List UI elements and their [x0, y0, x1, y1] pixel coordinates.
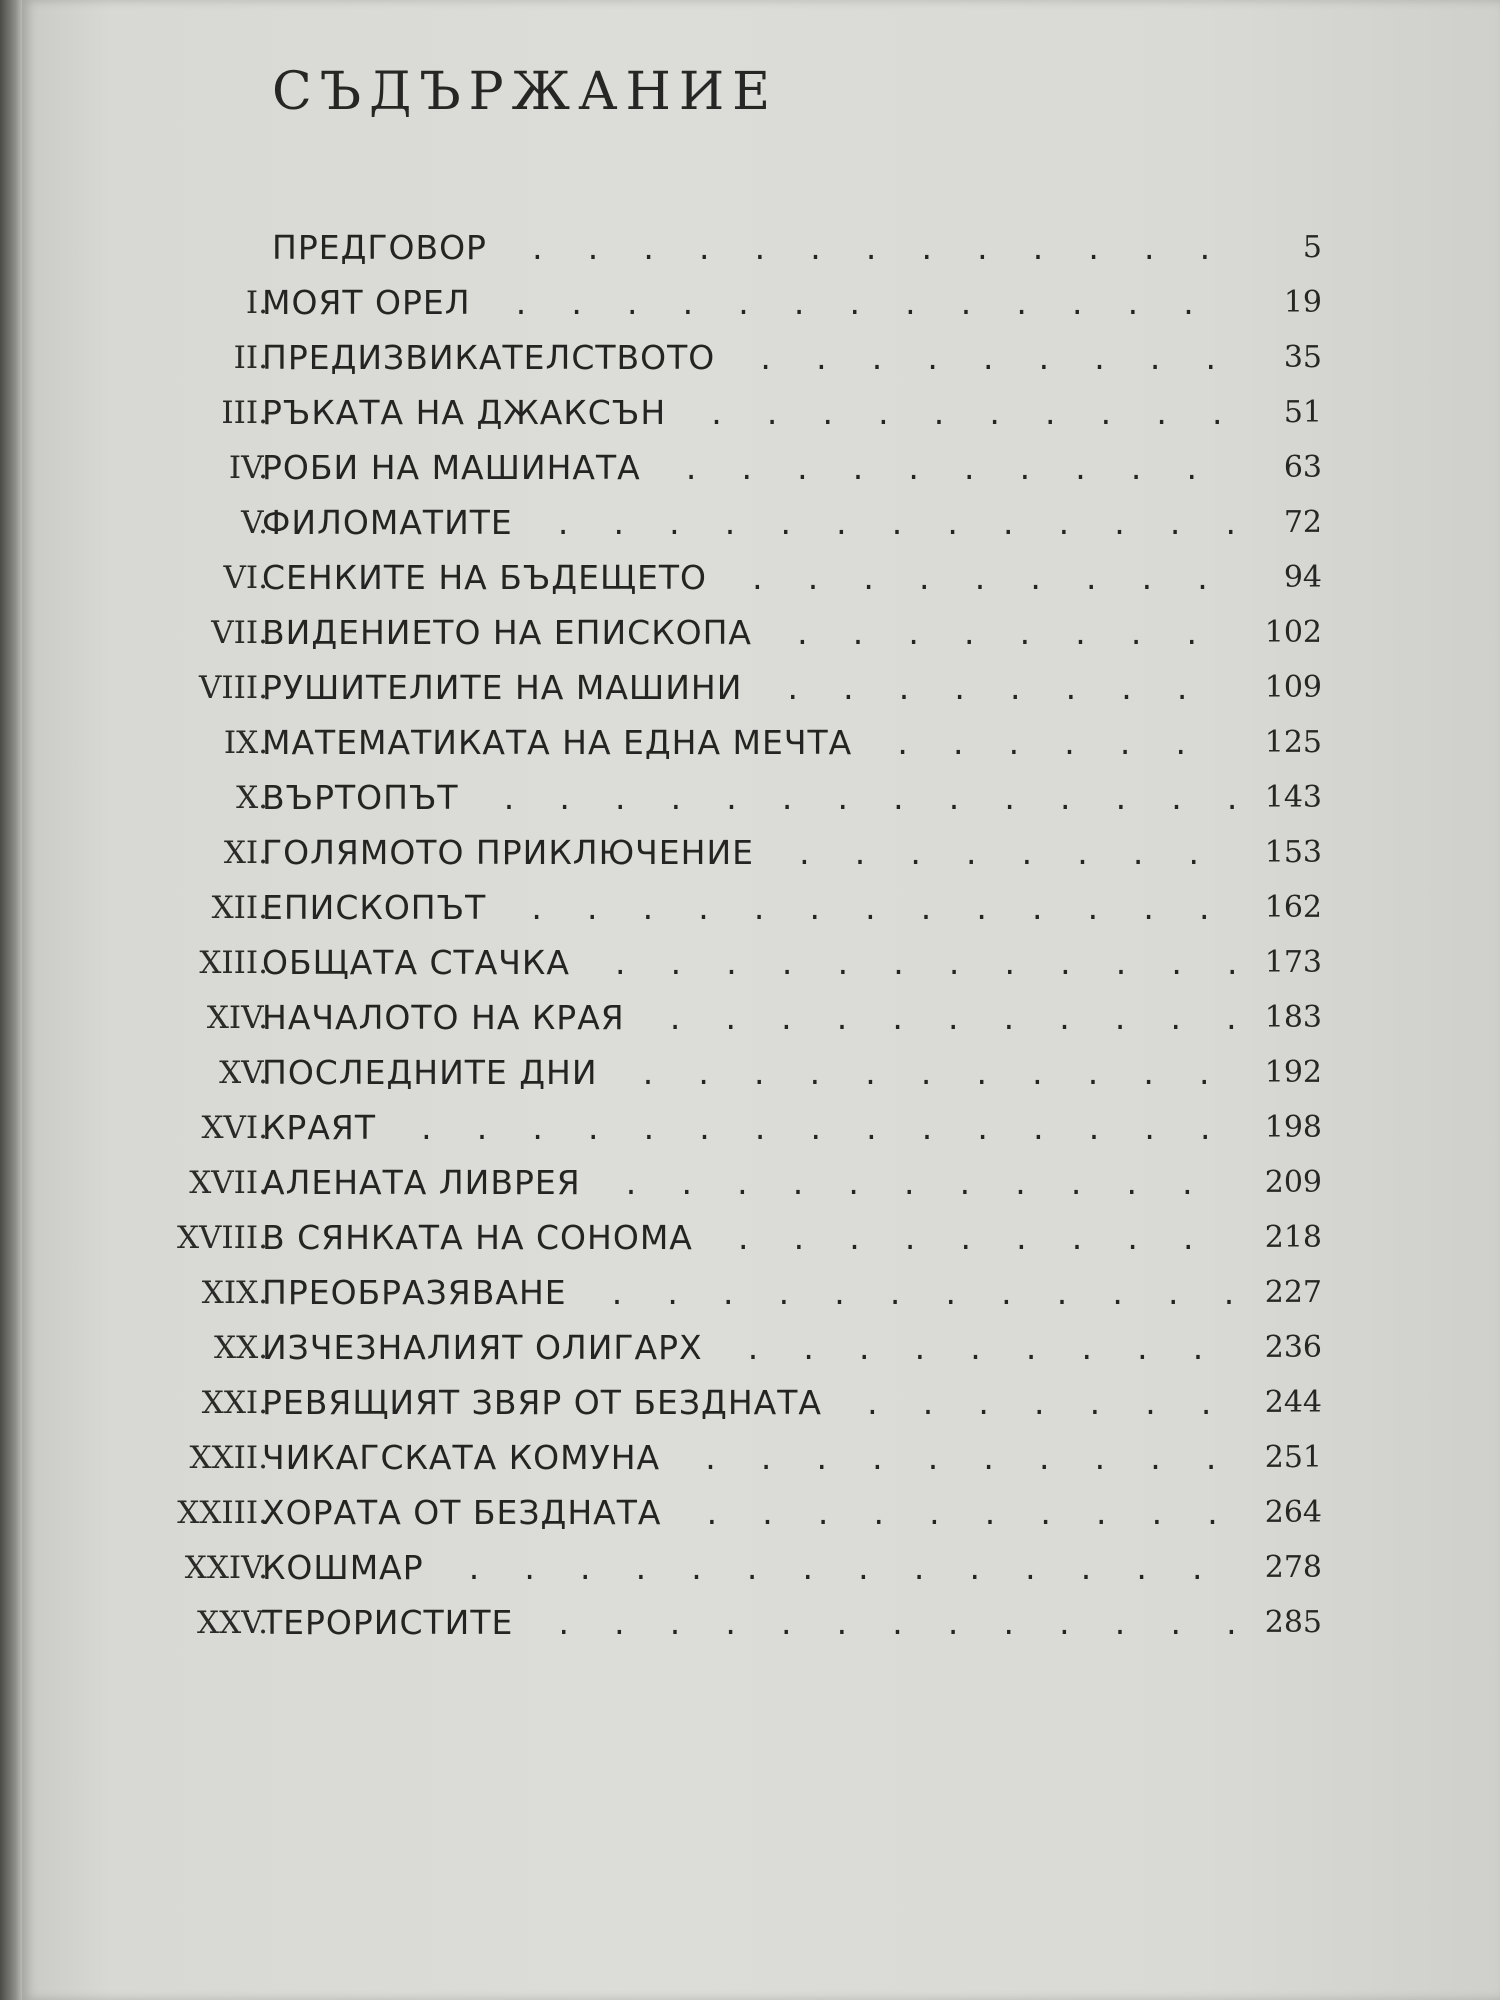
chapter-title: РЪКАТА НА ДЖАКСЪН . . .: [262, 393, 1234, 432]
page-number: 278: [1264, 1550, 1322, 1585]
book-page: [22, 0, 1500, 2000]
page-number: 251: [1264, 1440, 1322, 1475]
page-number: 72: [1283, 505, 1322, 540]
page-number: 35: [1283, 340, 1322, 375]
toc-entry: [22, 1328, 1500, 1383]
page-number: 218: [1264, 1220, 1322, 1255]
chapter-title: ФИЛОМАТИТЕ . . .: [262, 503, 1234, 542]
chapter-number: XII.: [211, 890, 268, 926]
chapter-number: VI.: [223, 560, 268, 596]
chapter-number: VII.: [211, 615, 268, 651]
chapter-title: ГОЛЯМОТО ПРИКЛЮЧЕНИЕ . . .: [262, 833, 1234, 872]
page-number: 125: [1264, 725, 1322, 760]
chapter-title: ТЕРОРИСТИТЕ . . .: [262, 1603, 1234, 1642]
chapter-title: ВИДЕНИЕТО НА ЕПИСКОПА . . .: [262, 613, 1234, 652]
page-number: 102: [1264, 615, 1322, 650]
chapter-number: XXI.: [201, 1385, 268, 1421]
toc-entry: [22, 1438, 1500, 1493]
page-number: 162: [1264, 890, 1322, 925]
toc-entry: [22, 998, 1500, 1053]
chapter-number: XVII.: [189, 1165, 268, 1201]
toc-entry: [22, 393, 1500, 448]
page-number: 285: [1264, 1605, 1322, 1640]
table-of-contents: [22, 228, 1500, 1658]
chapter-number: II.: [233, 340, 268, 376]
toc-entry: [22, 833, 1500, 888]
chapter-title: СЕНКИТЕ НА БЪДЕЩЕТО . . .: [262, 558, 1234, 597]
chapter-number: XIX.: [201, 1275, 268, 1311]
toc-entry: [22, 1163, 1500, 1218]
toc-entry: [22, 338, 1500, 393]
chapter-title: ПРЕДГОВОР . . .: [272, 228, 1234, 267]
chapter-number: VIII.: [199, 670, 268, 706]
page-number: 143: [1264, 780, 1322, 815]
toc-entry: [22, 1053, 1500, 1108]
chapter-number: XIII.: [199, 945, 268, 981]
chapter-title: РЕВЯЩИЯТ ЗВЯР ОТ БЕЗДНАТА . . .: [262, 1383, 1234, 1422]
toc-entry: [22, 888, 1500, 943]
chapter-title: ПРЕОБРАЗЯВАНЕ . . .: [262, 1273, 1234, 1312]
toc-entry: [22, 723, 1500, 778]
page-number: 264: [1264, 1495, 1322, 1530]
page-number: 227: [1264, 1275, 1322, 1310]
chapter-title: МАТЕМАТИКАТА НА ЕДНА МЕЧТА . . .: [262, 723, 1234, 762]
toc-entry: [22, 1383, 1500, 1438]
chapter-title: ИЗЧЕЗНАЛИЯТ ОЛИГАРХ . . .: [262, 1328, 1234, 1367]
page-number: 192: [1264, 1055, 1322, 1090]
page-number: 173: [1264, 945, 1322, 980]
page-number: 109: [1264, 670, 1322, 705]
page-title: СЪДЪРЖАНИЕ: [272, 62, 779, 122]
chapter-title: АЛЕНАТА ЛИВРЕЯ . . .: [262, 1163, 1234, 1202]
chapter-title: ВЪРТОПЪТ . . .: [262, 778, 1234, 817]
toc-entry: [22, 448, 1500, 503]
toc-entry: [22, 668, 1500, 723]
chapter-number: XVIII.: [176, 1220, 268, 1256]
page-number: 236: [1264, 1330, 1322, 1365]
toc-entry: [22, 503, 1500, 558]
page-number: 183: [1264, 1000, 1322, 1035]
chapter-number: X.: [236, 780, 268, 816]
chapter-number: IV.: [228, 450, 268, 486]
toc-entry: [22, 1493, 1500, 1548]
chapter-title: КРАЯТ . . .: [262, 1108, 1234, 1147]
page-number: 198: [1264, 1110, 1322, 1145]
chapter-number: XI.: [223, 835, 268, 871]
chapter-number: III.: [221, 395, 268, 431]
toc-entry: [22, 1108, 1500, 1163]
toc-entry: [22, 1218, 1500, 1273]
chapter-title: ЧИКАГСКАТА КОМУНА . . .: [262, 1438, 1234, 1477]
chapter-number: XXII.: [189, 1440, 268, 1476]
chapter-number: XIV.: [206, 1000, 268, 1036]
page-number: 63: [1283, 450, 1322, 485]
chapter-title: МОЯТ ОРЕЛ . . .: [262, 283, 1234, 322]
page-number: 153: [1264, 835, 1322, 870]
chapter-number: V.: [241, 505, 268, 541]
page-number: 5: [1302, 230, 1322, 265]
page-number: 19: [1283, 285, 1322, 320]
page-number: 209: [1264, 1165, 1322, 1200]
chapter-title: ОБЩАТА СТАЧКА . . .: [262, 943, 1234, 982]
chapter-title: ПОСЛЕДНИТЕ ДНИ . . .: [262, 1053, 1234, 1092]
toc-entry: [22, 1548, 1500, 1603]
toc-entry: [22, 283, 1500, 338]
toc-entry: [22, 228, 1500, 283]
chapter-title: РОБИ НА МАШИНАТА . . .: [262, 448, 1234, 487]
chapter-title: ПРЕДИЗВИКАТЕЛСТВОТО . . .: [262, 338, 1234, 377]
toc-entry: [22, 1273, 1500, 1328]
chapter-number: I.: [245, 285, 268, 321]
chapter-title: КОШМАР . . .: [262, 1548, 1234, 1587]
chapter-title: НАЧАЛОТО НА КРАЯ . . .: [262, 998, 1234, 1037]
toc-entry: [22, 1603, 1500, 1658]
page-number: 244: [1264, 1385, 1322, 1420]
chapter-number: XV.: [219, 1055, 268, 1091]
chapter-number: XVI.: [201, 1110, 268, 1146]
chapter-title: РУШИТЕЛИТЕ НА МАШИНИ . . .: [262, 668, 1234, 707]
chapter-number: XXIV.: [184, 1550, 268, 1586]
toc-entry: [22, 778, 1500, 833]
chapter-number: XXV.: [197, 1605, 268, 1641]
toc-entry: [22, 558, 1500, 613]
chapter-number: XXIII.: [177, 1495, 268, 1531]
chapter-title: ХОРАТА ОТ БЕЗДНАТА . . .: [262, 1493, 1234, 1532]
chapter-number: IX.: [223, 725, 268, 761]
chapter-title: ЕПИСКОПЪТ . . .: [262, 888, 1234, 927]
toc-entry: [22, 943, 1500, 998]
page-binding-edge: [0, 0, 22, 2000]
page-number: 94: [1283, 560, 1322, 595]
toc-entry: [22, 613, 1500, 668]
chapter-number: XX.: [214, 1330, 268, 1366]
chapter-title: В СЯНКАТА НА СОНОМА . . .: [262, 1218, 1234, 1257]
page-number: 51: [1283, 395, 1322, 430]
